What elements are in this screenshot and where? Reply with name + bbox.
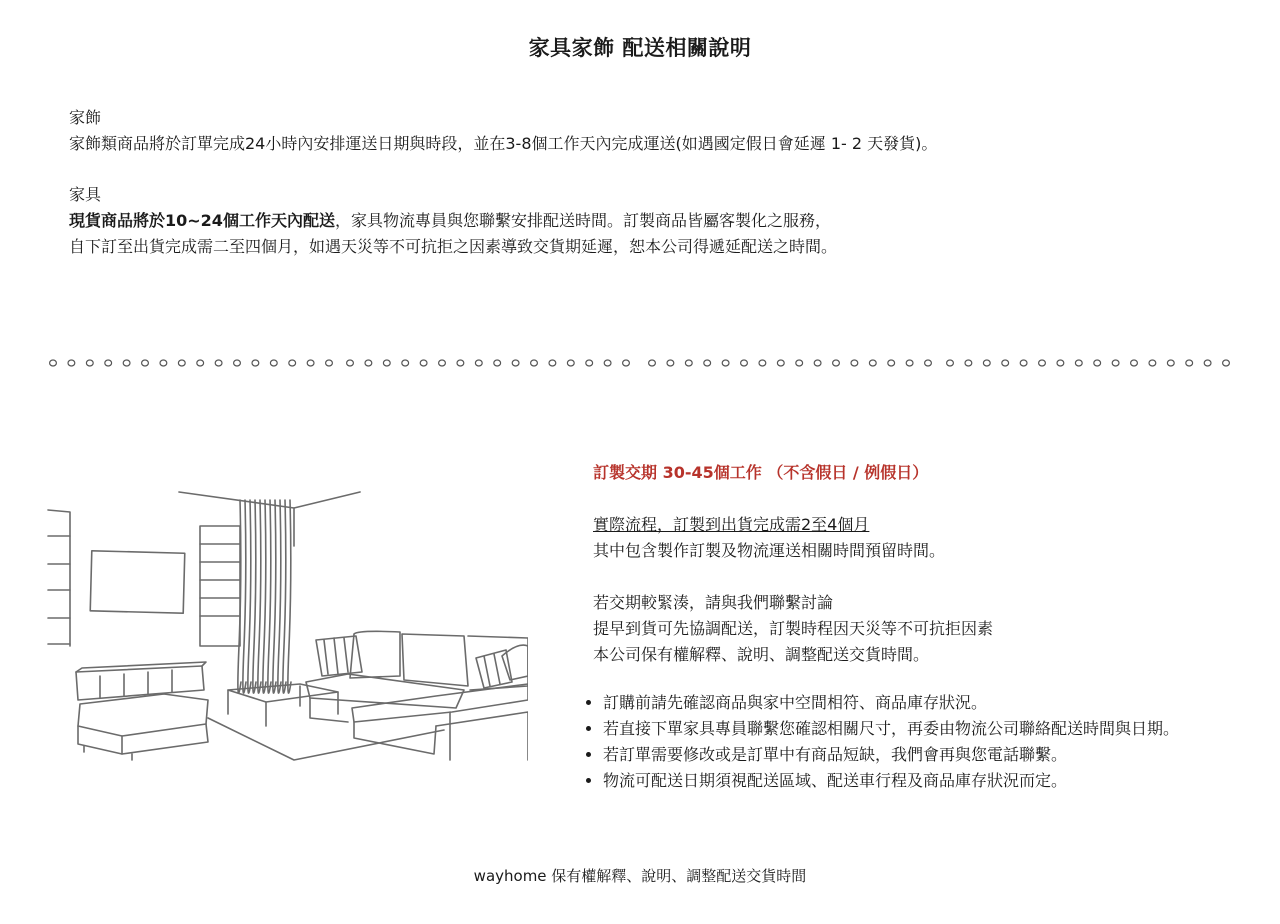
page-title: 家具家飾 配送相關說明 xyxy=(528,36,752,60)
list-item: • 若訂單需要修改或是訂單中有商品短缺，我們會再與您電話聯繫。 xyxy=(603,742,1179,768)
process-title: 實際流程，訂製到出貨完成需2至4個月 xyxy=(593,515,870,534)
furniture-bold-text: 現貨商品將於10~24個工作天內配送 xyxy=(69,211,335,230)
furniture-section xyxy=(69,182,837,260)
furniture-heading: 家具 xyxy=(69,185,102,204)
process-text: 其中包含製作訂製及物流運送相關時間預留時間。 xyxy=(593,541,946,560)
list-item: • 訂購前請先確認商品與家中空間相符、商品庫存狀況。 xyxy=(603,690,1179,716)
dotted-circle-divider-icon xyxy=(48,353,1238,373)
lead-time: 訂製交期 30-45個工作 （不含假日 / 例假日） xyxy=(593,463,929,482)
furniture-text-line1 xyxy=(69,208,837,234)
custom-order-info xyxy=(593,460,993,668)
list-item: • 若直接下單家具專員聯繫您確認相關尺寸，再委由物流公司聯絡配送時間與日期。 xyxy=(603,716,1179,742)
decor-heading: 家飾 xyxy=(69,108,102,127)
urgent-line-2: 提早到貨可先協調配送，訂製時程因天災等不可抗拒因素 xyxy=(593,619,994,638)
list-item: • 物流可配送日期須視配送區域、配送車行程及商品庫存狀況而定。 xyxy=(603,768,1179,794)
notes-list xyxy=(575,690,1179,794)
footer-text: wayhome 保有權解釋、說明、調整配送交貨時間 xyxy=(473,867,807,885)
urgent-line-3: 本公司保有權解釋、說明、調整配送交貨時間。 xyxy=(593,645,930,664)
living-room-sketch-icon xyxy=(44,486,528,766)
decor-text: 家飾類商品將於訂單完成24小時內安排運送日期與時段，並在3-8個工作天內完成運送(如遇國定假日會延遲 1- 2 天發貨)。 xyxy=(69,134,938,153)
decor-section xyxy=(69,105,937,157)
urgent-line-1: 若交期較緊湊，請與我們聯繫討論 xyxy=(593,593,834,612)
furniture-text: ，家具物流專員與您聯繫安排配送時間。訂製商品皆屬客製化之服務， xyxy=(334,211,831,230)
furniture-text-line2: 自下訂至出貨完成需二至四個月，如遇天災等不可抗拒之因素導致交貨期延遲，恕本公司得遞延配送之時間。 xyxy=(69,237,838,256)
